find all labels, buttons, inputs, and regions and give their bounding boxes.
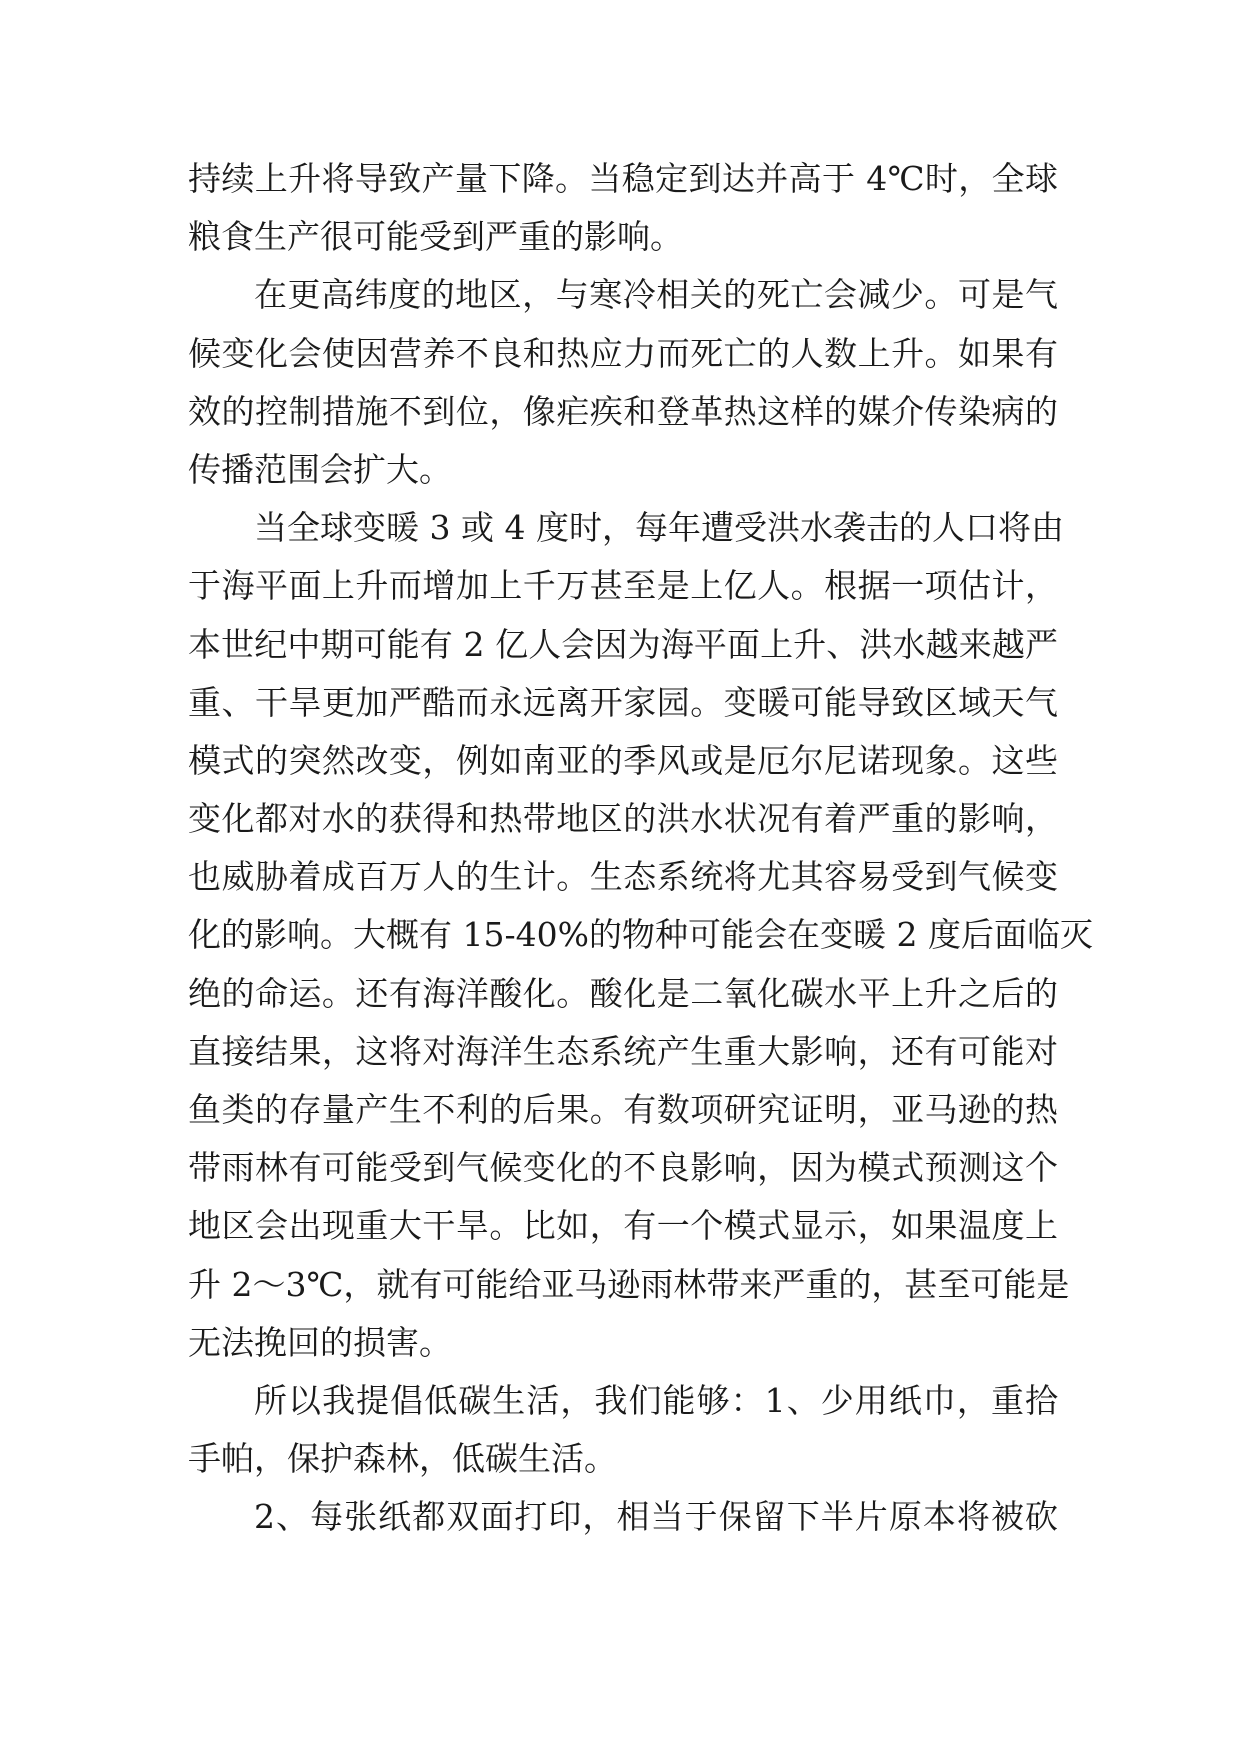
text-line: 所以我提倡低碳生活，我们能够：1、少用纸巾，重拾: [254, 1380, 1058, 1420]
text-line: 粮食生产很可能受到严重的影响。: [188, 217, 683, 257]
text-line: 变化都对水的获得和热带地区的洪水状况有着严重的影响，: [188, 799, 1058, 839]
text-line: 无法挽回的损害。: [188, 1322, 452, 1362]
text-line: 本世纪中期可能有 2 亿人会因为海平面上升、洪水越来越严: [188, 624, 1058, 664]
text-line: 模式的突然改变，例如南亚的季风或是厄尔尼诺现象。这些: [188, 740, 1058, 780]
text-line: 2、每张纸都双面打印，相当于保留下半片原本将被砍: [254, 1497, 1058, 1537]
text-line: 于海平面上升而增加上千万甚至是上亿人。根据一项估计，: [188, 566, 1058, 606]
text-line: 地区会出现重大干旱。比如，有一个模式显示，如果温度上: [188, 1206, 1058, 1246]
text-line: 直接结果，这将对海洋生态系统产生重大影响，还有可能对: [188, 1031, 1058, 1071]
text-line: 升 2～3℃，就有可能给亚马逊雨林带来严重的，甚至可能是: [188, 1264, 1070, 1304]
text-line: 带雨林有可能受到气候变化的不良影响，因为模式预测这个: [188, 1148, 1058, 1188]
text-line: 效的控制措施不到位，像疟疾和登革热这样的媒介传染病的: [188, 391, 1058, 431]
text-line: 重、干旱更加严酷而永远离开家园。变暖可能导致区域天气: [188, 682, 1058, 722]
text-line: 绝的命运。还有海洋酸化。酸化是二氧化碳水平上升之后的: [188, 973, 1058, 1013]
text-line: 鱼类的存量产生不利的后果。有数项研究证明，亚马逊的热: [188, 1090, 1058, 1129]
text-line: 传播范围会扩大。: [188, 449, 452, 489]
text-line: 手帕，保护森林，低碳生活。: [188, 1439, 617, 1479]
text-line: 在更高纬度的地区，与寒冷相关的死亡会减少。可是气: [254, 275, 1058, 315]
text-line: 当全球变暖 3 或 4 度时，每年遭受洪水袭击的人口将由: [254, 508, 1064, 548]
text-line: 也威胁着成百万人的生计。生态系统将尤其容易受到气候变: [188, 857, 1058, 897]
text-line: 化的影响。大概有 15-40%的物种可能会在变暖 2 度后面临灭: [188, 915, 1093, 955]
text-line: 候变化会使因营养不良和热应力而死亡的人数上升。如果有: [188, 333, 1058, 373]
body-text: [188, 158, 1093, 1555]
text-line: 持续上升将导致产量下降。当稳定到达并高于 4℃时，全球: [188, 159, 1058, 198]
